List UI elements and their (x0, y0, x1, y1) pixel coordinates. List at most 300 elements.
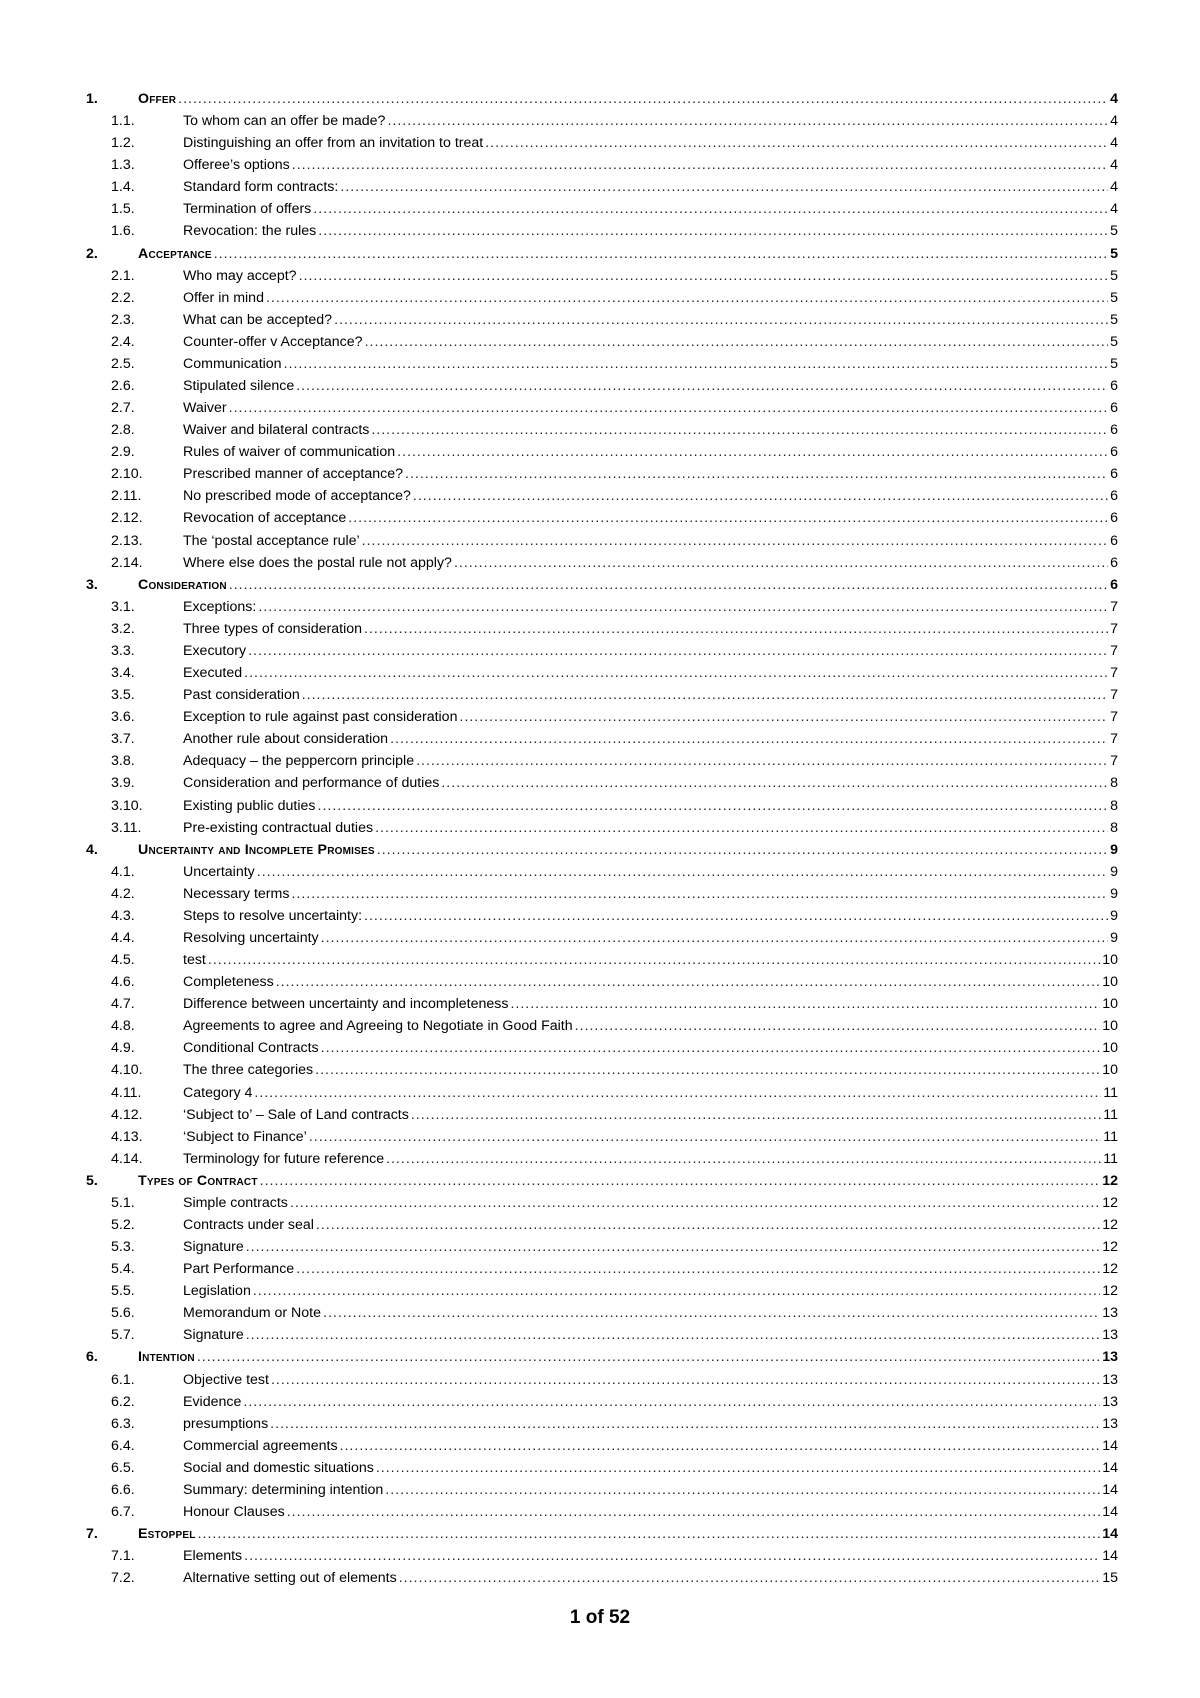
toc-entry-title: The ‘postal acceptance rule’ (183, 532, 360, 549)
toc-entry-number: 1.5. (111, 201, 135, 218)
dot-leader (299, 265, 1109, 287)
toc-entry-number: 3.3. (111, 642, 135, 659)
toc-entry-number: 2.4. (111, 333, 135, 350)
toc-subsection-entry[interactable] (86, 552, 1118, 574)
toc-entry-title: Commercial agreements (183, 1437, 338, 1454)
toc-entry-page-number: 8 (1110, 819, 1118, 836)
toc-entry-number: 3.1. (111, 598, 135, 615)
toc-subsection-entry[interactable] (86, 1214, 1118, 1236)
toc-entry-number: 4.6. (111, 974, 135, 991)
toc-entry-page-number: 14 (1102, 1437, 1118, 1454)
toc-entry-title: Waiver (183, 400, 227, 417)
dot-leader (340, 176, 1108, 198)
toc-entry-page-number: 14 (1102, 1481, 1118, 1498)
toc-subsection-entry[interactable] (86, 1567, 1118, 1589)
dot-leader (291, 883, 1108, 905)
toc-subsection-entry[interactable] (86, 1015, 1118, 1037)
toc-subsection-entry[interactable] (86, 220, 1118, 242)
toc-entry-number: 2.9. (111, 444, 135, 461)
page-number-footer: 1 of 52 (569, 1607, 631, 1628)
dot-leader (266, 287, 1108, 309)
toc-entry-title: Communication (183, 355, 282, 372)
toc-subsection-entry[interactable] (86, 750, 1118, 772)
toc-section-entry[interactable] (86, 574, 1118, 596)
toc-entry-page-number: 7 (1110, 620, 1118, 637)
toc-entry-number: 2. (86, 245, 98, 262)
dot-leader (243, 1391, 1100, 1413)
toc-entry-page-number: 6 (1110, 532, 1118, 549)
toc-entry-number: 5.1. (111, 1194, 135, 1211)
toc-subsection-entry[interactable] (86, 1479, 1118, 1501)
toc-entry-title: Steps to resolve uncertainty: (183, 907, 363, 924)
dot-leader (413, 485, 1108, 507)
toc-entry-page-number: 13 (1102, 1393, 1118, 1410)
toc-entry-number: 1.3. (111, 157, 135, 174)
toc-entry-page-number: 8 (1110, 797, 1118, 814)
toc-subsection-entry[interactable] (86, 1148, 1118, 1170)
toc-entry-title: Contracts under seal (183, 1216, 314, 1233)
toc-entry-title: The three categories (183, 1062, 314, 1079)
dot-leader (260, 1170, 1101, 1192)
toc-entry-number: 2.10. (111, 466, 143, 483)
dot-leader (362, 530, 1108, 552)
toc-entry-number: 6.6. (111, 1481, 135, 1498)
toc-entry-page-number: 11 (1103, 1106, 1118, 1123)
toc-entry-title: Consideration (138, 576, 227, 593)
toc-entry-title: Resolving uncertainty (183, 929, 319, 946)
toc-entry-title: Category 4 (183, 1084, 253, 1101)
toc-entry-title: Adequacy – the peppercorn principle (183, 753, 415, 770)
toc-entry-page-number: 4 (1110, 157, 1118, 174)
toc-entry-number: 4.5. (111, 952, 135, 969)
toc-subsection-entry[interactable] (86, 905, 1118, 927)
toc-entry-number: 5.3. (111, 1239, 135, 1256)
toc-entry-page-number: 6 (1110, 400, 1118, 417)
dot-leader (575, 1015, 1101, 1037)
toc-entry-title: To whom can an offer be made? (183, 113, 386, 130)
toc-entry-page-number: 6 (1110, 554, 1118, 571)
dot-leader (197, 1346, 1100, 1368)
toc-subsection-entry[interactable] (86, 265, 1118, 287)
toc-subsection-entry[interactable] (86, 1413, 1118, 1435)
toc-entry-number: 1.2. (111, 135, 135, 152)
toc-subsection-entry[interactable] (86, 1192, 1118, 1214)
toc-subsection-entry[interactable] (86, 1280, 1118, 1302)
toc-subsection-entry[interactable] (86, 441, 1118, 463)
dot-leader (178, 88, 1108, 110)
toc-entry-title: Revocation of acceptance (183, 510, 347, 527)
dot-leader (287, 1501, 1100, 1523)
toc-subsection-entry[interactable] (86, 1324, 1118, 1346)
toc-section-entry[interactable] (86, 1523, 1118, 1545)
dot-leader (321, 927, 1108, 949)
toc-entry-page-number: 12 (1102, 1283, 1118, 1300)
dot-leader (364, 905, 1108, 927)
toc-subsection-entry[interactable] (86, 1059, 1118, 1081)
toc-subsection-entry[interactable] (86, 993, 1118, 1015)
toc-subsection-entry[interactable] (86, 331, 1118, 353)
toc-entry-page-number: 13 (1102, 1371, 1118, 1388)
toc-entry-number: 4.2. (111, 885, 135, 902)
toc-section-entry[interactable] (86, 1346, 1118, 1368)
toc-subsection-entry[interactable] (86, 971, 1118, 993)
toc-entry-title: What can be accepted? (183, 311, 333, 328)
dot-leader (244, 662, 1108, 684)
toc-entry-page-number: 7 (1110, 709, 1118, 726)
toc-subsection-entry[interactable] (86, 662, 1118, 684)
toc-subsection-entry[interactable] (86, 154, 1118, 176)
dot-leader (390, 728, 1108, 750)
toc-entry-title: presumptions (183, 1415, 269, 1432)
toc-subsection-entry[interactable] (86, 728, 1118, 750)
toc-entry-page-number: 4 (1110, 201, 1118, 218)
toc-subsection-entry[interactable] (86, 485, 1118, 507)
toc-entry-number: 6.7. (111, 1504, 135, 1520)
toc-entry-title: Elements (183, 1548, 243, 1565)
toc-entry-title: Exception to rule against past consideration (183, 709, 458, 726)
toc-entry-title: Evidence (183, 1393, 242, 1410)
toc-subsection-entry[interactable] (86, 949, 1118, 971)
toc-entry-number: 7. (86, 1526, 98, 1543)
dot-leader (459, 706, 1108, 728)
toc-section-entry[interactable] (86, 1170, 1118, 1192)
toc-entry-title: Legislation (183, 1283, 251, 1300)
dot-leader (441, 772, 1108, 794)
toc-entry-number: 2.6. (111, 378, 135, 395)
toc-entry-page-number: 12 (1102, 1216, 1118, 1233)
toc-entry-number: 3.8. (111, 753, 135, 770)
toc-entry-title: Objective test (183, 1371, 269, 1388)
dot-leader (248, 640, 1108, 662)
toc-entry-page-number: 4 (1110, 135, 1118, 152)
toc-entry-page-number: 6 (1110, 488, 1118, 505)
toc-entry-number: 4.12. (111, 1106, 143, 1123)
toc-subsection-entry[interactable] (86, 530, 1118, 552)
toc-entry-title: Honour Clauses (183, 1504, 285, 1520)
toc-entry-number: 5. (86, 1172, 98, 1189)
toc-entry-page-number: 7 (1110, 642, 1118, 659)
toc-entry-number: 6.4. (111, 1437, 135, 1454)
dot-leader (198, 1523, 1101, 1545)
toc-subsection-entry[interactable] (86, 198, 1118, 220)
toc-subsection-entry[interactable] (86, 1435, 1118, 1457)
toc-subsection-entry[interactable] (86, 132, 1118, 154)
toc-subsection-entry[interactable] (86, 1104, 1118, 1126)
toc-subsection-entry[interactable] (86, 596, 1118, 618)
toc-entry-number: 4.1. (111, 863, 135, 880)
toc-entry-page-number: 4 (1110, 91, 1118, 107)
toc-subsection-entry[interactable] (86, 176, 1118, 198)
toc-entry-title: Acceptance (138, 245, 212, 262)
toc-entry-number: 1.1. (111, 113, 135, 130)
dot-leader (313, 198, 1108, 220)
toc-entry-page-number: 10 (1102, 1018, 1118, 1035)
toc-entry-title: Three types of consideration (183, 620, 363, 637)
toc-entry-page-number: 12 (1102, 1239, 1118, 1256)
toc-subsection-entry[interactable] (86, 287, 1118, 309)
toc-entry-number: 2.7. (111, 400, 135, 417)
toc-subsection-entry[interactable] (86, 618, 1118, 640)
toc-entry-page-number: 10 (1102, 1040, 1118, 1057)
toc-entry-number: 4.4. (111, 929, 135, 946)
toc-entry-number: 3.9. (111, 775, 135, 792)
toc-subsection-entry[interactable] (86, 684, 1118, 706)
toc-entry-page-number: 5 (1110, 289, 1118, 306)
dot-leader (416, 750, 1108, 772)
table-of-contents (86, 88, 1118, 1589)
dot-leader (371, 419, 1108, 441)
toc-subsection-entry[interactable] (86, 1126, 1118, 1148)
toc-entry-number: 3.11. (111, 819, 142, 836)
toc-subsection-entry[interactable] (86, 772, 1118, 794)
toc-subsection-entry[interactable] (86, 1391, 1118, 1413)
dot-leader (485, 132, 1108, 154)
toc-entry-page-number: 5 (1110, 333, 1118, 350)
toc-entry-page-number: 6 (1110, 576, 1118, 593)
toc-entry-title: Standard form contracts: (183, 179, 339, 196)
toc-entry-number: 4. (86, 841, 98, 858)
toc-entry-page-number: 14 (1102, 1548, 1118, 1565)
toc-subsection-entry[interactable] (86, 507, 1118, 529)
toc-entry-number: 6.1. (111, 1371, 135, 1388)
toc-entry-page-number: 4 (1110, 113, 1118, 130)
toc-entry-page-number: 7 (1110, 665, 1118, 682)
toc-entry-number: 5.6. (111, 1305, 135, 1322)
toc-subsection-entry[interactable] (86, 110, 1118, 132)
toc-entry-title: Existing public duties (183, 797, 316, 814)
toc-entry-title: Completeness (183, 974, 274, 991)
toc-entry-number: 4.8. (111, 1018, 135, 1035)
toc-entry-number: 4.13. (111, 1128, 143, 1145)
toc-entry-title: Part Performance (183, 1261, 295, 1278)
toc-entry-title: Uncertainty and Incomplete Promises (138, 841, 375, 858)
toc-entry-number: 4.11. (111, 1084, 142, 1101)
toc-entry-title: Distinguishing an offer from an invitation to treat (183, 135, 484, 152)
toc-entry-title: Signature (183, 1327, 244, 1344)
toc-entry-page-number: 5 (1110, 223, 1118, 240)
toc-entry-number: 2.13. (111, 532, 143, 549)
toc-entry-number: 7.2. (111, 1570, 135, 1587)
toc-entry-page-number: 5 (1110, 267, 1118, 284)
toc-subsection-entry[interactable] (86, 397, 1118, 419)
toc-entry-title: No prescribed mode of acceptance? (183, 488, 411, 505)
toc-section-entry[interactable] (86, 88, 1118, 110)
toc-entry-page-number: 10 (1102, 952, 1118, 969)
toc-entry-title: Terminology for future reference (183, 1150, 385, 1167)
toc-entry-title: Signature (183, 1239, 244, 1256)
toc-entry-page-number: 12 (1102, 1172, 1118, 1189)
toc-subsection-entry[interactable] (86, 640, 1118, 662)
dot-leader (375, 817, 1108, 839)
toc-entry-page-number: 13 (1102, 1415, 1118, 1432)
toc-subsection-entry[interactable] (86, 463, 1118, 485)
toc-entry-title: Offer in mind (183, 289, 264, 306)
dot-leader (454, 552, 1108, 574)
toc-subsection-entry[interactable] (86, 1236, 1118, 1258)
toc-entry-title: Estoppel (138, 1526, 196, 1543)
toc-entry-page-number: 11 (1103, 1150, 1118, 1167)
toc-entry-title: Rules of waiver of communication (183, 444, 396, 461)
toc-entry-number: 5.7. (111, 1327, 135, 1344)
toc-entry-number: 4.14. (111, 1150, 143, 1167)
dot-leader (208, 949, 1100, 971)
toc-entry-title: Necessary terms (183, 885, 290, 902)
dot-leader (323, 1302, 1100, 1324)
toc-entry-title: Difference between uncertainty and incompleteness (183, 996, 509, 1013)
toc-entry-page-number: 6 (1110, 510, 1118, 527)
dot-leader (258, 596, 1108, 618)
toc-entry-number: 1. (86, 91, 98, 107)
toc-entry-title: ‘Subject to Finance’ (183, 1128, 307, 1145)
toc-entry-title: Waiver and bilateral contracts (183, 422, 370, 439)
dot-leader (318, 795, 1109, 817)
dot-leader (348, 507, 1108, 529)
toc-entry-page-number: 9 (1110, 929, 1118, 946)
toc-entry-page-number: 5 (1110, 311, 1118, 328)
toc-subsection-entry[interactable] (86, 1457, 1118, 1479)
toc-entry-page-number: 9 (1110, 841, 1118, 858)
dot-leader (214, 243, 1108, 265)
toc-entry-title: Types of Contract (138, 1172, 258, 1189)
dot-leader (315, 1059, 1100, 1081)
toc-entry-number: 1.4. (111, 179, 135, 196)
toc-entry-number: 2.5. (111, 355, 135, 372)
toc-entry-number: 3.5. (111, 687, 135, 704)
toc-entry-title: Past consideration (183, 687, 300, 704)
toc-entry-page-number: 7 (1110, 731, 1118, 748)
toc-entry-page-number: 14 (1102, 1526, 1118, 1543)
toc-entry-page-number: 6 (1110, 378, 1118, 395)
toc-entry-page-number: 7 (1110, 753, 1118, 770)
toc-subsection-entry[interactable] (86, 1545, 1118, 1567)
toc-subsection-entry[interactable] (86, 1302, 1118, 1324)
toc-entry-number: 2.2. (111, 289, 135, 306)
toc-subsection-entry[interactable] (86, 419, 1118, 441)
toc-entry-page-number: 11 (1103, 1128, 1118, 1145)
toc-entry-number: 3.2. (111, 620, 135, 637)
toc-entry-number: 3.10. (111, 797, 143, 814)
toc-subsection-entry[interactable] (86, 883, 1118, 905)
dot-leader (270, 1413, 1100, 1435)
toc-entry-number: 6. (86, 1349, 98, 1366)
toc-subsection-entry[interactable] (86, 861, 1118, 883)
toc-entry-title: Alternative setting out of elements (183, 1570, 397, 1587)
dot-leader (229, 397, 1108, 419)
dot-leader (377, 839, 1108, 861)
toc-entry-title: Executory (183, 642, 247, 659)
dot-leader (309, 1126, 1101, 1148)
toc-entry-page-number: 9 (1110, 885, 1118, 902)
toc-entry-number: 4.10. (111, 1062, 143, 1079)
toc-entry-number: 2.11. (111, 488, 142, 505)
dot-leader (340, 1435, 1101, 1457)
toc-entry-page-number: 14 (1102, 1504, 1118, 1520)
toc-entry-page-number: 13 (1102, 1349, 1118, 1366)
toc-entry-number: 4.3. (111, 907, 135, 924)
toc-entry-page-number: 9 (1110, 907, 1118, 924)
dot-leader (246, 1236, 1100, 1258)
toc-subsection-entry[interactable] (86, 927, 1118, 949)
toc-entry-page-number: 5 (1110, 355, 1118, 372)
toc-entry-title: Summary: determining intention (183, 1481, 384, 1498)
dot-leader (405, 463, 1108, 485)
toc-subsection-entry[interactable] (86, 309, 1118, 331)
dot-leader (364, 618, 1108, 640)
toc-entry-page-number: 7 (1110, 598, 1118, 615)
toc-subsection-entry[interactable] (86, 375, 1118, 397)
toc-section-entry[interactable] (86, 243, 1118, 265)
toc-entry-number: 2.12. (111, 510, 143, 527)
toc-entry-number: 2.14. (111, 554, 143, 571)
toc-subsection-entry[interactable] (86, 795, 1118, 817)
dot-leader (399, 1567, 1100, 1589)
toc-entry-number: 2.8. (111, 422, 135, 439)
toc-entry-number: 4.7. (111, 996, 135, 1013)
toc-entry-number: 3.4. (111, 665, 135, 682)
dot-leader (276, 971, 1101, 993)
dot-leader (411, 1104, 1101, 1126)
toc-subsection-entry[interactable] (86, 1082, 1118, 1104)
toc-entry-page-number: 10 (1102, 1062, 1118, 1079)
toc-entry-number: 3.6. (111, 709, 135, 726)
toc-subsection-entry[interactable] (86, 1369, 1118, 1391)
dot-leader (387, 110, 1108, 132)
toc-subsection-entry[interactable] (86, 817, 1118, 839)
toc-entry-number: 5.5. (111, 1283, 135, 1300)
toc-subsection-entry[interactable] (86, 1037, 1118, 1059)
toc-subsection-entry[interactable] (86, 706, 1118, 728)
dot-leader (386, 1148, 1101, 1170)
toc-entry-number: 5.2. (111, 1216, 135, 1233)
dot-leader (292, 154, 1108, 176)
toc-entry-title: Uncertainty (183, 863, 255, 880)
toc-entry-page-number: 6 (1110, 444, 1118, 461)
toc-section-entry[interactable] (86, 839, 1118, 861)
toc-entry-page-number: 14 (1102, 1459, 1118, 1476)
toc-entry-title: Another rule about consideration (183, 731, 389, 748)
dot-leader (510, 993, 1100, 1015)
toc-entry-number: 1.6. (111, 223, 135, 240)
toc-entry-number: 3.7. (111, 731, 135, 748)
toc-entry-number: 6.5. (111, 1459, 135, 1476)
toc-subsection-entry[interactable] (86, 353, 1118, 375)
toc-entry-page-number: 9 (1110, 863, 1118, 880)
toc-entry-title: Executed (183, 665, 243, 682)
dot-leader (257, 861, 1108, 883)
toc-entry-title: Offeree’s options (183, 157, 290, 174)
toc-entry-page-number: 11 (1103, 1084, 1118, 1101)
toc-subsection-entry[interactable] (86, 1258, 1118, 1280)
dot-leader (302, 684, 1108, 706)
toc-entry-title: Memorandum or Note (183, 1305, 321, 1322)
toc-entry-page-number: 13 (1102, 1327, 1118, 1344)
toc-subsection-entry[interactable] (86, 1501, 1118, 1523)
toc-entry-title: Counter-offer v Acceptance? (183, 333, 363, 350)
toc-entry-page-number: 6 (1110, 422, 1118, 439)
toc-entry-page-number: 8 (1110, 775, 1118, 792)
toc-entry-page-number: 10 (1102, 974, 1118, 991)
toc-entry-page-number: 6 (1110, 466, 1118, 483)
toc-entry-number: 7.1. (111, 1548, 135, 1565)
toc-entry-number: 2.1. (111, 267, 135, 284)
dot-leader (397, 441, 1108, 463)
dot-leader (365, 331, 1109, 353)
toc-entry-number: 3. (86, 576, 98, 593)
dot-leader (334, 309, 1108, 331)
dot-leader (316, 1214, 1100, 1236)
toc-entry-title: Intention (138, 1349, 195, 1366)
toc-entry-page-number: 12 (1102, 1261, 1118, 1278)
